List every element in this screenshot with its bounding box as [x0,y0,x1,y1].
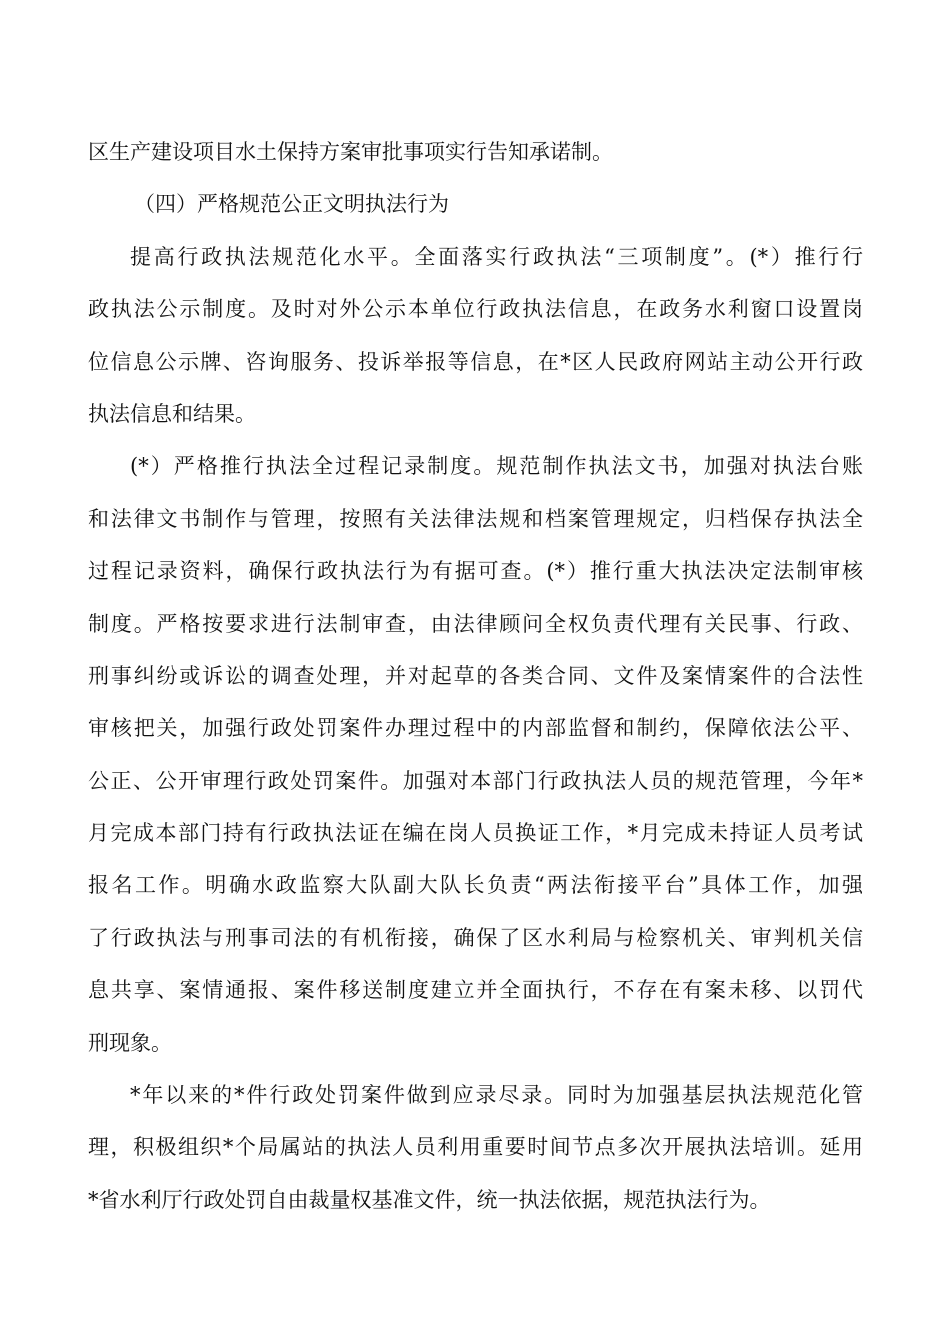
paragraph-line: 了行政执法与刑事司法的有机衔接，确保了区水利局与检察机关、审判机关信 [88,925,863,950]
document-body [88,126,863,1226]
paragraph-line: 和法律文书制作与管理，按照有关法律法规和档案管理规定，归档保存执法全 [88,506,863,531]
paragraph-line: 月完成本部门持有行政执法证在编在岗人员换证工作，*月完成未持证人员考试 [88,821,863,846]
paragraph-line: 审核把关，加强行政处罚案件办理过程中的内部监督和制约，保障依法公平、 [88,716,863,741]
paragraph-line: 息共享、案情通报、案件移送制度建立并全面执行，不存在有案未移、以罚代 [88,978,863,1003]
paragraph-line: 执法信息和结果。 [88,401,256,426]
paragraph-line: 报名工作。明确水政监察大队副大队长负责“两法衔接平台”具体工作，加强 [88,873,863,898]
paragraph-line: 过程记录资料，确保行政执法行为有据可查。(*）推行重大执法决定法制审核 [88,559,863,584]
paragraph-line: *省水利厅行政处罚自由裁量权基准文件，统一执法依据，规范执法行为。 [88,1187,771,1212]
paragraph-line: *年以来的*件行政处罚案件做到应录尽录。同时为加强基层执法规范化管 [130,1083,863,1108]
paragraph-line: (*）严格推行执法全过程记录制度。规范制作执法文书，加强对执法台账 [130,454,863,479]
paragraph-line: 理，积极组织*个局属站的执法人员利用重要时间节点多次开展执法培训。延用 [88,1135,863,1160]
paragraph-line: 政执法公示制度。及时对外公示本单位行政执法信息，在政务水利窗口设置岗 [88,297,863,322]
paragraph-line: 制度。严格按要求进行法制审查，由法律顾问全权负责代理有关民事、行政、 [88,611,863,636]
paragraph-line: 公正、公开审理行政处罚案件。加强对本部门行政执法人员的规范管理，今年* [88,768,863,793]
section-heading: （四）严格规范公正文明执法行为 [134,192,449,217]
paragraph-line: 提高行政执法规范化水平。全面落实行政执法“三项制度”。(*）推行行 [130,244,863,269]
paragraph-line: 刑事纠纷或诉讼的调查处理，并对起草的各类合同、文件及案情案件的合法性 [88,663,863,688]
paragraph-line: 位信息公示牌、咨询服务、投诉举报等信息，在*区人民政府网站主动公开行政 [88,349,863,374]
paragraph-line: 区生产建设项目水土保持方案审批事项实行告知承诺制。 [88,140,613,164]
paragraph-line: 刑现象。 [88,1030,172,1055]
